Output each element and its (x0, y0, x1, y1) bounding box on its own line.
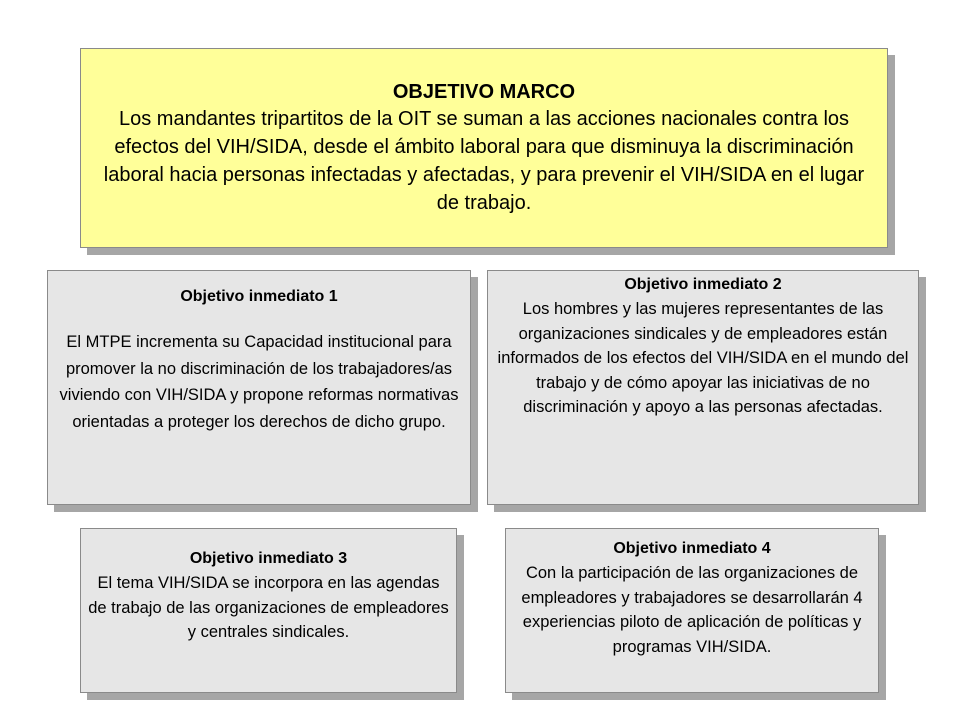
objetivo-marco-box (80, 48, 888, 248)
objetivo-marco-text: Los mandantes tripartitos de la OIT se suman a las acciones nacionales contra los efectos del VIH/SIDA, desde el ámbito laboral para que disminuya la discriminación laboral hacia personas infectadas y afectadas, y para prevenir el VIH/SIDA en el lugar de trabajo. (103, 108, 865, 214)
objetivo-inmediato-2-text: Los hombres y las mujeres representantes de las organizaciones sindicales y de empleadores están informados de los efectos del VIH/SIDA en el mundo del trabajo y de cómo apoyar las iniciativas de no discriminación y apoyo a las personas afectadas. (497, 300, 909, 416)
objetivo-inmediato-2-box (487, 270, 919, 505)
objetivo-inmediato-1-title: Objetivo inmediato 1 (180, 288, 338, 305)
objetivo-inmediato-4-box (505, 528, 879, 693)
objetivo-marco-title: OBJETIVO MARCO (392, 81, 576, 103)
objetivo-inmediato-4-text: Con la participación de las organizaciones de empleadores y trabajadores se desarrollarán 4 experiencias piloto de aplicación de políticas y programas VIH/SIDA. (521, 564, 863, 656)
objetivo-inmediato-1-text: El MTPE incrementa su Capacidad institucional para promover la no discriminación de los trabajadores/as viviendo con VIH/SIDA y propone reformas normativas orientadas a proteger los derechos de dicho grupo. (59, 333, 459, 431)
objetivo-inmediato-3-box (80, 528, 457, 693)
objetivo-inmediato-2-title: Objetivo inmediato 2 (624, 276, 782, 293)
objetivo-inmediato-1-box (47, 270, 471, 505)
objetivo-inmediato-3-text: El tema VIH/SIDA se incorpora en las agendas de trabajo de las organizaciones de empleadores y centrales sindicales. (88, 574, 449, 641)
objetivo-inmediato-4-title: Objetivo inmediato 4 (613, 540, 771, 557)
objetivo-inmediato-3-title: Objetivo inmediato 3 (189, 550, 348, 567)
